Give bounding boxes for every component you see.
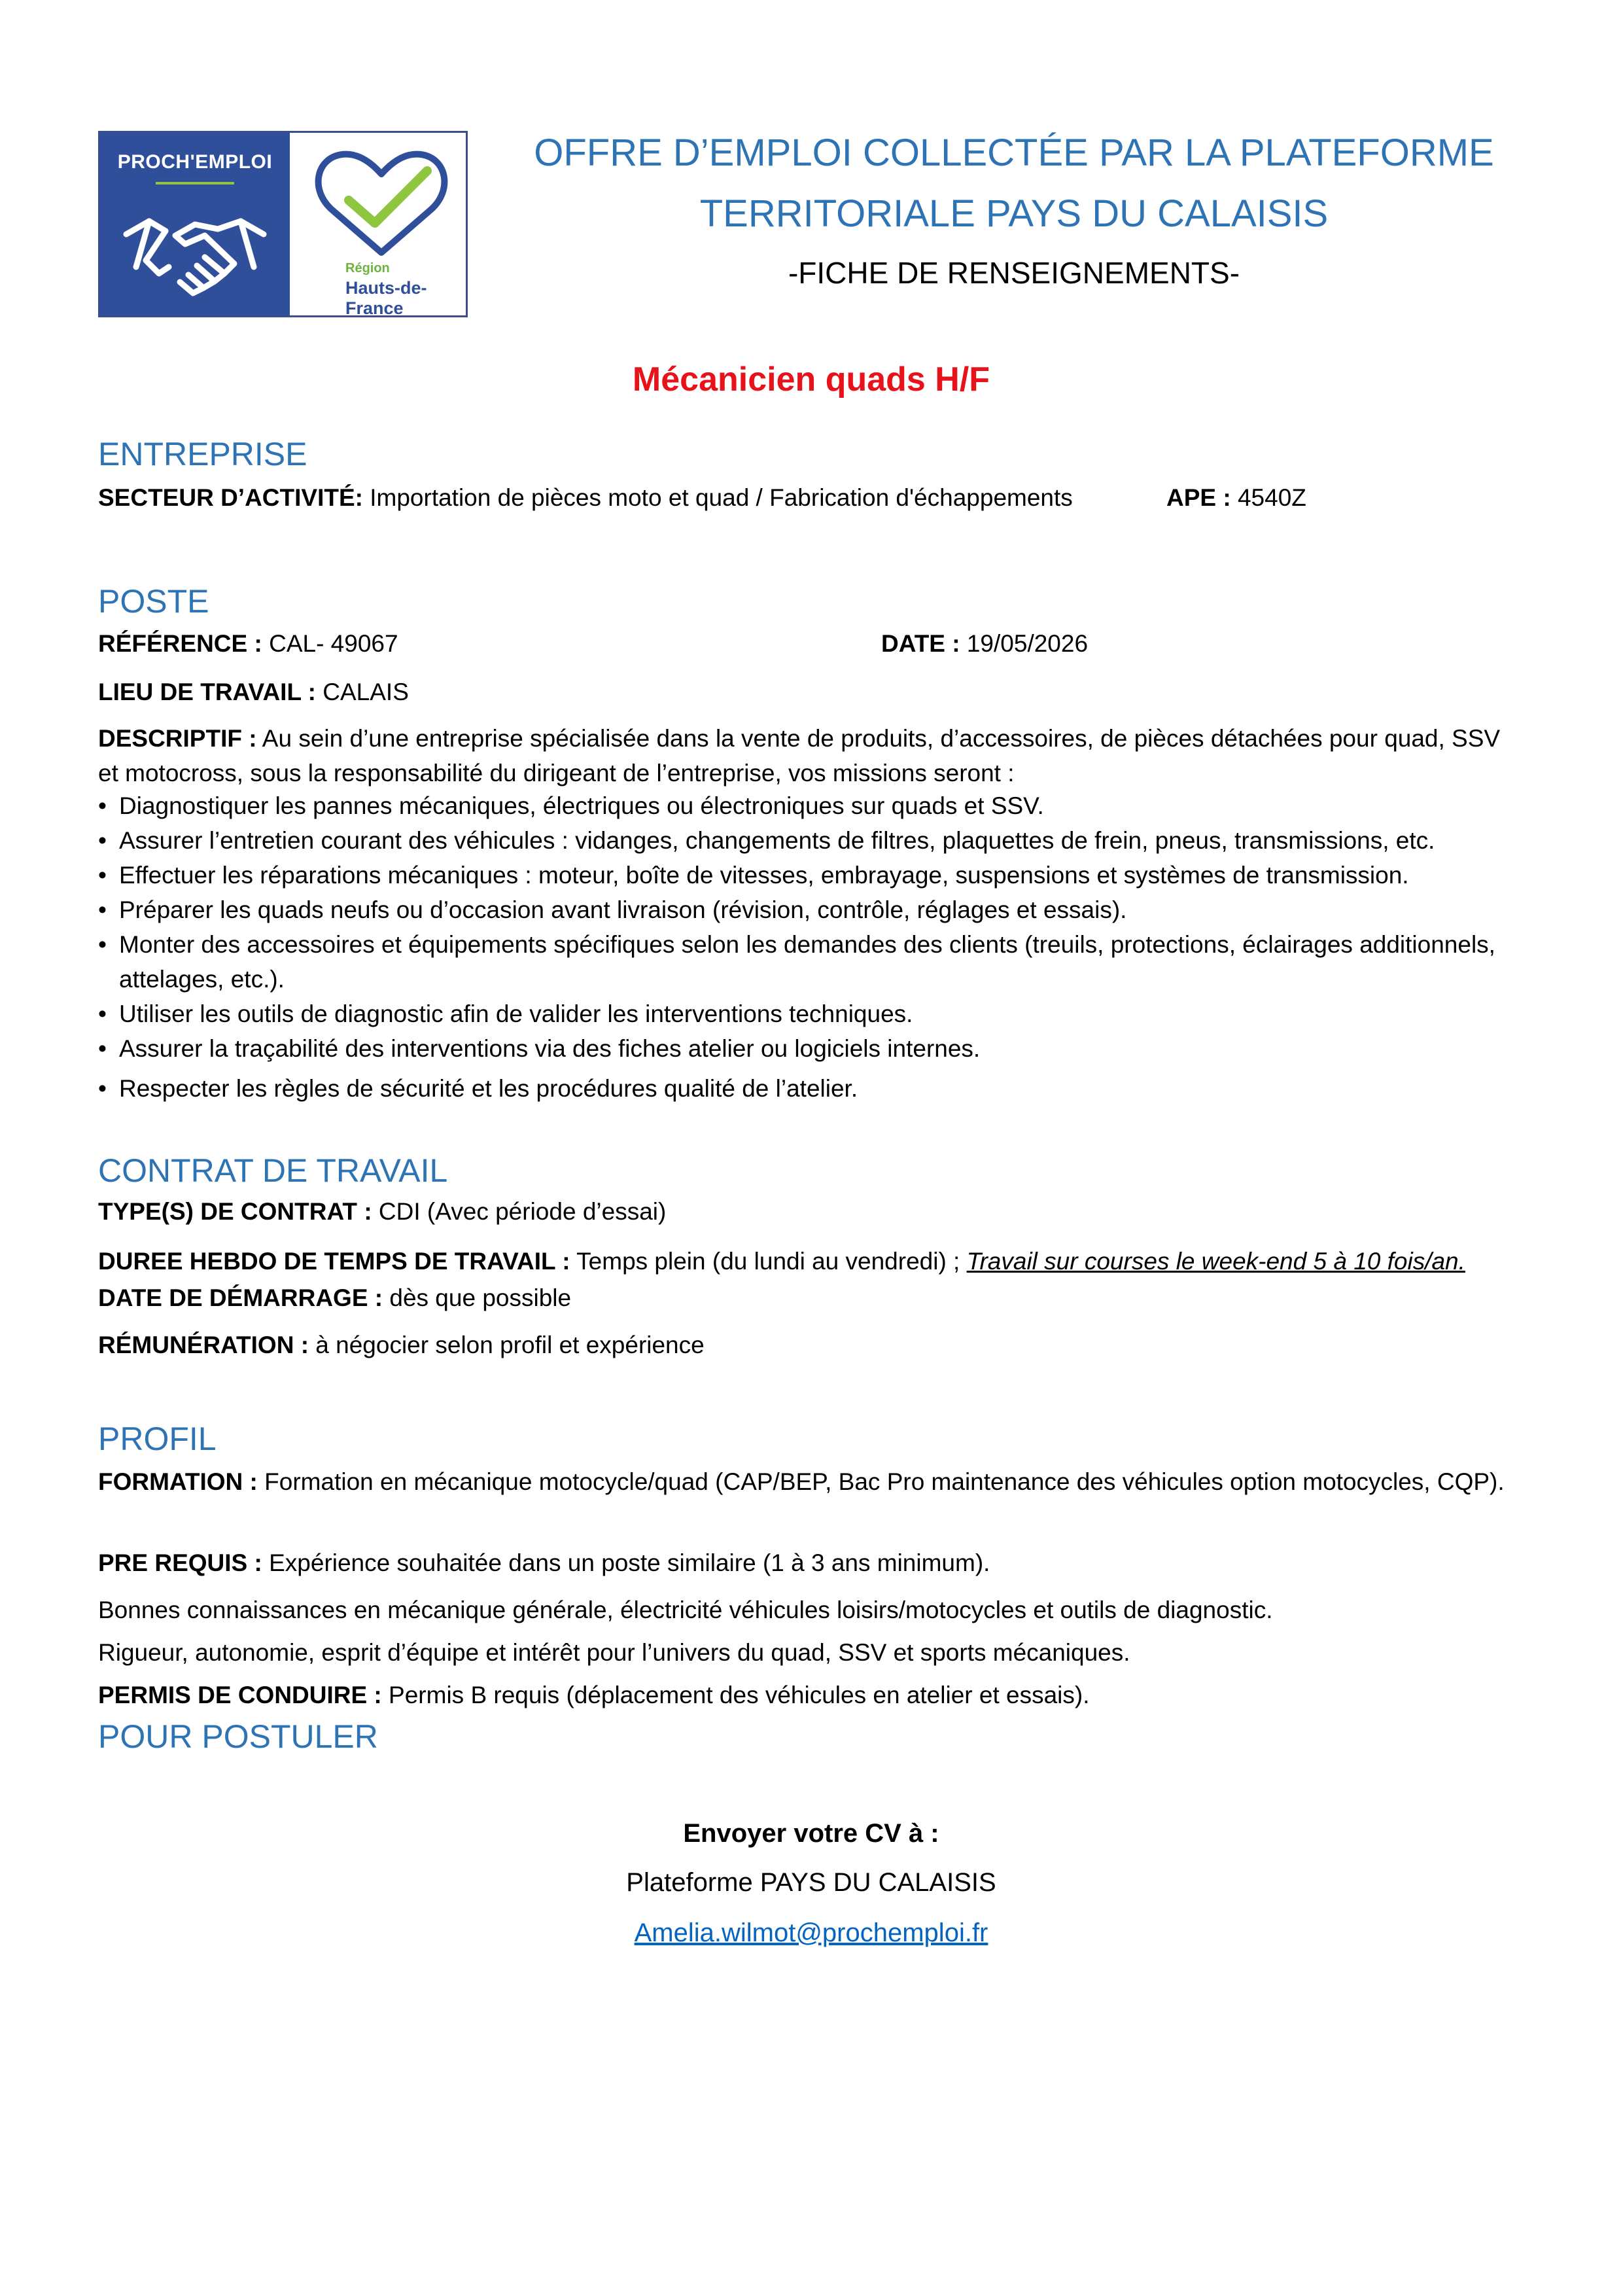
lieu-value: CALAIS bbox=[316, 679, 409, 705]
list-item: • Assurer la traçabilité des interventions via des fiches atelier ou logiciels internes. bbox=[98, 1031, 1521, 1066]
descriptif-value: Au sein d’une entreprise spécialisée dans la vente de produits, d’accessoires, de pièces détachées pour quad, SSV et motocross, sous la responsabilité du dirigeant de l’entreprise, vos missions seront : bbox=[98, 725, 1501, 786]
logo-region-name: Hauts-de-France bbox=[345, 278, 427, 318]
handshake-icon bbox=[120, 195, 270, 306]
prerequis-value: Expérience souhaitée dans un poste similaire (1 à 3 ans minimum). bbox=[262, 1549, 990, 1576]
logo-region-label: Région bbox=[345, 261, 390, 275]
section-heading-postuler: POUR POSTULER bbox=[98, 1718, 378, 1755]
permis-label: PERMIS DE CONDUIRE : bbox=[98, 1682, 382, 1708]
region-logo-panel bbox=[290, 133, 468, 318]
descriptif-label: DESCRIPTIF : bbox=[98, 725, 257, 752]
secteur-value: Importation de pièces moto et quad / Fabrication d'échappements bbox=[362, 484, 1073, 511]
header-line-1: OFFRE D’EMPLOI COLLECTÉE PAR LA PLATEFORME bbox=[534, 132, 1494, 174]
descriptif bbox=[98, 721, 1521, 790]
pre-requis bbox=[98, 1546, 990, 1580]
plateforme-name: Plateforme PAYS DU CALAISIS bbox=[626, 1868, 996, 1897]
list-item: • Respecter les règles de sécurité et les procédures qualité de l’atelier. bbox=[98, 1071, 1521, 1106]
lieu-label: LIEU DE TRAVAIL : bbox=[98, 679, 316, 705]
envoyer-cv-label: Envoyer votre CV à : bbox=[683, 1819, 939, 1848]
permis-de-conduire bbox=[98, 1678, 1090, 1712]
email-link[interactable]: Amelia.wilmot@prochemploi.fr bbox=[634, 1918, 988, 1947]
remuneration-value: à négocier selon profil et expérience bbox=[309, 1332, 705, 1358]
demarrage-value: dès que possible bbox=[383, 1284, 572, 1311]
section-heading-profil: PROFIL bbox=[98, 1421, 217, 1457]
date-label: DATE : bbox=[881, 630, 960, 657]
email-row bbox=[98, 1918, 1524, 1948]
duree-note: Travail sur courses le week-end 5 à 10 fois/an. bbox=[966, 1248, 1465, 1275]
logo-brand-text: PROCH'EMPLOI bbox=[117, 151, 273, 173]
lieu-de-travail bbox=[98, 675, 409, 709]
permis-value: Permis B requis (déplacement des véhicules en atelier et essais). bbox=[381, 1682, 1090, 1708]
heart-check-france-icon bbox=[306, 145, 457, 259]
logo-brand-panel bbox=[100, 133, 290, 315]
list-item: • Diagnostiquer les pannes mécaniques, électriques ou électroniques sur quads et SSV. bbox=[98, 788, 1521, 823]
type-contrat bbox=[98, 1195, 666, 1229]
header-line-2: TERRITORIALE PAYS DU CALAISIS bbox=[699, 192, 1329, 235]
job-title: Mécanicien quads H/F bbox=[632, 361, 990, 398]
prerequis-label: PRE REQUIS : bbox=[98, 1549, 262, 1576]
logo-brand-underline bbox=[156, 182, 234, 185]
secteur-label: SECTEUR D’ACTIVITÉ: bbox=[98, 484, 363, 511]
remuneration bbox=[98, 1328, 705, 1362]
prochemploi-logo bbox=[98, 131, 468, 317]
demarrage-label: DATE DE DÉMARRAGE : bbox=[98, 1284, 383, 1311]
duree-value: Temps plein (du lundi au vendredi) ; bbox=[570, 1248, 967, 1275]
reference-label: RÉFÉRENCE : bbox=[98, 630, 262, 657]
qualites: Rigueur, autonomie, esprit d’équipe et intérêt pour l’univers du quad, SSV et sports mécaniques. bbox=[98, 1639, 1130, 1666]
list-item: • Assurer l’entretien courant des véhicules : vidanges, changements de filtres, plaquettes de frein, pneus, transmissions, etc. bbox=[98, 823, 1521, 858]
formation bbox=[98, 1464, 1521, 1499]
date-demarrage bbox=[98, 1281, 571, 1315]
formation-label: FORMATION : bbox=[98, 1468, 258, 1495]
date-value: 19/05/2026 bbox=[960, 630, 1089, 657]
duree-hebdo bbox=[98, 1245, 1465, 1279]
list-item: • Effectuer les réparations mécaniques : moteur, boîte de vitesses, embrayage, suspensions et systèmes de transmission. bbox=[98, 858, 1521, 892]
formation-value: Formation en mécanique motocycle/quad (CAP/BEP, Bac Pro maintenance des véhicules option motocycles, CQP). bbox=[257, 1468, 1505, 1495]
missions-list bbox=[98, 788, 1521, 1106]
ape-value: 4540Z bbox=[1230, 484, 1306, 511]
secteur-activite bbox=[98, 481, 1073, 515]
list-item: • Utiliser les outils de diagnostic afin de valider les interventions techniques. bbox=[98, 997, 1521, 1031]
section-heading-entreprise: ENTREPRISE bbox=[98, 436, 307, 472]
section-heading-poste: POSTE bbox=[98, 583, 209, 620]
date bbox=[881, 627, 1088, 661]
duree-label: DUREE HEBDO DE TEMPS DE TRAVAIL : bbox=[98, 1248, 570, 1275]
reference bbox=[98, 627, 398, 661]
ape-label: APE : bbox=[1166, 484, 1231, 511]
list-item: • Monter des accessoires et équipements spécifiques selon les demandes des clients (treuils, protections, éclairages additionnels, attelages, etc.). bbox=[98, 927, 1521, 997]
list-item: • Préparer les quads neufs ou d’occasion avant livraison (révision, contrôle, réglages et essais). bbox=[98, 892, 1521, 927]
remuneration-label: RÉMUNÉRATION : bbox=[98, 1332, 309, 1358]
section-heading-contrat: CONTRAT DE TRAVAIL bbox=[98, 1152, 448, 1189]
type-contrat-label: TYPE(S) DE CONTRAT : bbox=[98, 1198, 372, 1225]
reference-value: CAL- 49067 bbox=[262, 630, 398, 657]
ape-code bbox=[1166, 481, 1306, 515]
connaissances: Bonnes connaissances en mécanique générale, électricité véhicules loisirs/motocycles et outils de diagnostic. bbox=[98, 1597, 1273, 1623]
header-subtitle: -FICHE DE RENSEIGNEMENTS- bbox=[788, 256, 1240, 290]
type-contrat-value: CDI (Avec période d’essai) bbox=[372, 1198, 667, 1225]
